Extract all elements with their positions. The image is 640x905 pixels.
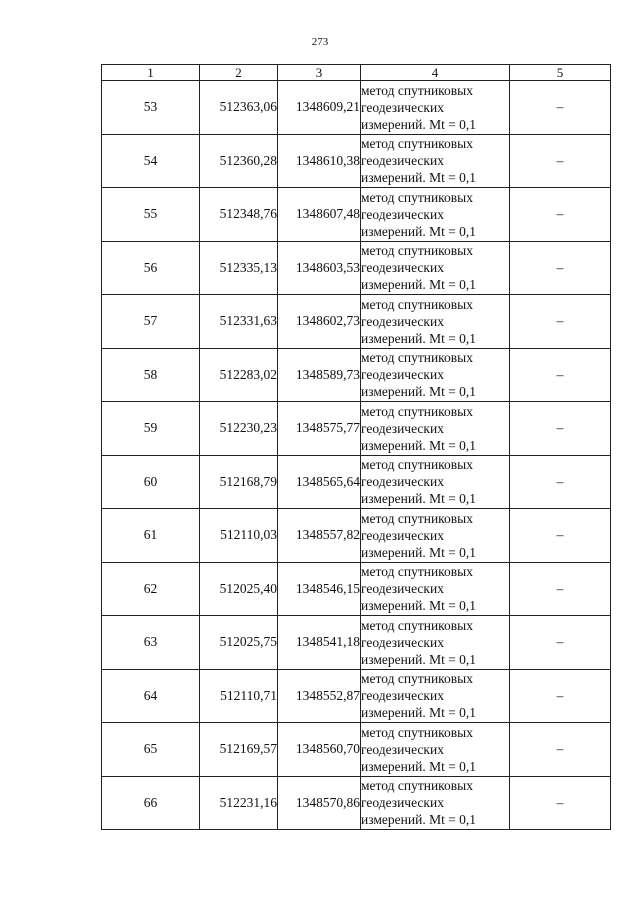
point-number-cell: 61 (102, 509, 200, 563)
method-cell (361, 723, 510, 777)
method-cell (361, 348, 510, 402)
table-row (102, 616, 611, 670)
note-cell: – (510, 616, 611, 670)
point-number-cell: 66 (102, 776, 200, 830)
method-text-line: измерений. Mt = 0,1 (361, 651, 477, 667)
y-coordinate-cell: 1348557,82 (278, 509, 361, 563)
y-coordinate-cell: 1348546,15 (278, 562, 361, 616)
method-cell (361, 188, 510, 242)
method-cell (361, 669, 510, 723)
x-coordinate-cell: 512230,23 (200, 402, 278, 456)
table-row (102, 776, 611, 830)
x-coordinate-cell: 512363,06 (200, 81, 278, 135)
method-text-line: геодезических (361, 527, 444, 543)
method-text-line: геодезических (361, 420, 444, 436)
y-coordinate-cell: 1348610,38 (278, 134, 361, 188)
y-coordinate-cell: 1348565,64 (278, 455, 361, 509)
table-row (102, 81, 611, 135)
table-header-row (102, 65, 611, 81)
note-cell: – (510, 134, 611, 188)
note-cell: – (510, 455, 611, 509)
method-cell (361, 509, 510, 563)
y-coordinate-cell: 1348603,53 (278, 241, 361, 295)
method-cell (361, 134, 510, 188)
method-cell (361, 402, 510, 456)
point-number-cell: 64 (102, 669, 200, 723)
method-text-line: геодезических (361, 367, 444, 383)
x-coordinate-cell: 512335,13 (200, 241, 278, 295)
column-header-4: 4 (361, 65, 510, 81)
page-number: 273 (311, 36, 329, 48)
x-coordinate-cell: 512025,40 (200, 562, 278, 616)
method-text-line: измерений. Mt = 0,1 (361, 170, 477, 186)
note-cell: – (510, 188, 611, 242)
method-cell (361, 616, 510, 670)
x-coordinate-cell: 512110,71 (200, 669, 278, 723)
method-text-line: геодезических (361, 153, 444, 169)
note-cell: – (510, 402, 611, 456)
note-cell: – (510, 509, 611, 563)
method-text-line: геодезических (361, 313, 444, 329)
point-number-cell: 63 (102, 616, 200, 670)
table-row (102, 455, 611, 509)
method-text-line: метод спутниковых (361, 403, 473, 419)
method-text-line: геодезических (361, 260, 444, 276)
method-text-line: метод спутниковых (361, 778, 473, 794)
method-text-line: геодезических (361, 741, 444, 757)
note-cell: – (510, 295, 611, 349)
point-number-cell: 60 (102, 455, 200, 509)
method-text-line: измерений. Mt = 0,1 (361, 598, 477, 614)
table-row (102, 562, 611, 616)
table-row (102, 723, 611, 777)
method-text-line: геодезических (361, 206, 444, 222)
point-number-cell: 58 (102, 348, 200, 402)
note-cell: – (510, 81, 611, 135)
x-coordinate-cell: 512169,57 (200, 723, 278, 777)
point-number-cell: 62 (102, 562, 200, 616)
method-cell (361, 776, 510, 830)
x-coordinate-cell: 512025,75 (200, 616, 278, 670)
table-row (102, 188, 611, 242)
method-text-line: метод спутниковых (361, 510, 473, 526)
y-coordinate-cell: 1348607,48 (278, 188, 361, 242)
y-coordinate-cell: 1348609,21 (278, 81, 361, 135)
x-coordinate-cell: 512348,76 (200, 188, 278, 242)
method-text-line: метод спутниковых (361, 243, 473, 259)
point-number-cell: 59 (102, 402, 200, 456)
table-body (102, 81, 611, 830)
y-coordinate-cell: 1348541,18 (278, 616, 361, 670)
method-text-line: геодезических (361, 474, 444, 490)
note-cell: – (510, 562, 611, 616)
y-coordinate-cell: 1348560,70 (278, 723, 361, 777)
method-text-line: геодезических (361, 581, 444, 597)
method-text-line: измерений. Mt = 0,1 (361, 705, 477, 721)
method-text-line: измерений. Mt = 0,1 (361, 544, 477, 560)
table-row (102, 348, 611, 402)
point-number-cell: 65 (102, 723, 200, 777)
method-text-line: метод спутниковых (361, 617, 473, 633)
method-text-line: измерений. Mt = 0,1 (361, 116, 477, 132)
point-number-cell: 55 (102, 188, 200, 242)
method-text-line: измерений. Mt = 0,1 (361, 277, 477, 293)
table-row (102, 509, 611, 563)
x-coordinate-cell: 512331,63 (200, 295, 278, 349)
method-text-line: измерений. Mt = 0,1 (361, 330, 477, 346)
note-cell: – (510, 723, 611, 777)
point-number-cell: 56 (102, 241, 200, 295)
note-cell: – (510, 348, 611, 402)
column-header-2: 2 (200, 65, 278, 81)
method-text-line: метод спутниковых (361, 457, 473, 473)
method-cell (361, 241, 510, 295)
method-text-line: метод спутниковых (361, 671, 473, 687)
x-coordinate-cell: 512231,16 (200, 776, 278, 830)
note-cell: – (510, 776, 611, 830)
method-text-line: метод спутниковых (361, 136, 473, 152)
method-text-line: геодезических (361, 634, 444, 650)
method-text-line: метод спутниковых (361, 189, 473, 205)
method-cell (361, 295, 510, 349)
y-coordinate-cell: 1348589,73 (278, 348, 361, 402)
x-coordinate-cell: 512110,03 (200, 509, 278, 563)
column-header-3: 3 (278, 65, 361, 81)
method-cell (361, 81, 510, 135)
x-coordinate-cell: 512168,79 (200, 455, 278, 509)
method-text-line: метод спутниковых (361, 564, 473, 580)
y-coordinate-cell: 1348570,86 (278, 776, 361, 830)
y-coordinate-cell: 1348602,73 (278, 295, 361, 349)
point-number-cell: 57 (102, 295, 200, 349)
table-row (102, 241, 611, 295)
method-cell (361, 562, 510, 616)
method-text-line: геодезических (361, 795, 444, 811)
x-coordinate-cell: 512283,02 (200, 348, 278, 402)
coordinates-table (101, 64, 611, 830)
point-number-cell: 53 (102, 81, 200, 135)
table-row (102, 295, 611, 349)
column-header-1: 1 (102, 65, 200, 81)
method-text-line: измерений. Mt = 0,1 (361, 384, 477, 400)
method-text-line: измерений. Mt = 0,1 (361, 437, 477, 453)
method-cell (361, 455, 510, 509)
point-number-cell: 54 (102, 134, 200, 188)
table-row (102, 134, 611, 188)
y-coordinate-cell: 1348552,87 (278, 669, 361, 723)
table-row (102, 402, 611, 456)
y-coordinate-cell: 1348575,77 (278, 402, 361, 456)
x-coordinate-cell: 512360,28 (200, 134, 278, 188)
column-header-5: 5 (510, 65, 611, 81)
table-row (102, 669, 611, 723)
method-text-line: измерений. Mt = 0,1 (361, 812, 477, 828)
method-text-line: измерений. Mt = 0,1 (361, 758, 477, 774)
method-text-line: метод спутниковых (361, 724, 473, 740)
method-text-line: метод спутниковых (361, 82, 473, 98)
method-text-line: измерений. Mt = 0,1 (361, 491, 477, 507)
method-text-line: метод спутниковых (361, 296, 473, 312)
note-cell: – (510, 669, 611, 723)
method-text-line: геодезических (361, 99, 444, 115)
method-text-line: геодезических (361, 688, 444, 704)
method-text-line: метод спутниковых (361, 350, 473, 366)
method-text-line: измерений. Mt = 0,1 (361, 223, 477, 239)
note-cell: – (510, 241, 611, 295)
